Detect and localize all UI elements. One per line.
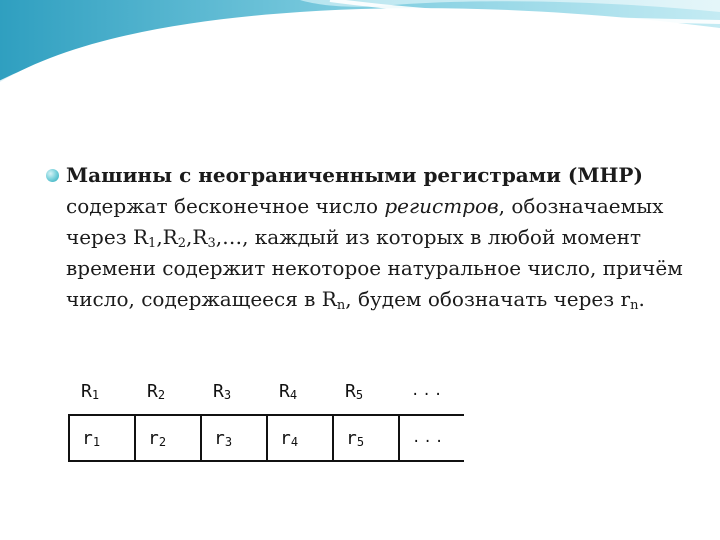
register-header-row (69, 368, 464, 415)
register-table (68, 368, 464, 462)
italic-term: регистров (384, 194, 499, 218)
register-value-cell: $r_3$ (201, 415, 267, 461)
text-part: ,R (186, 225, 208, 249)
ellipsis-cell: ... (399, 415, 464, 461)
register-header-cell: $R_5$ (345, 380, 364, 402)
text-part: , обозначаемых через R (66, 194, 664, 249)
slide-content (46, 160, 686, 335)
register-header-cell: $R_1$ (81, 380, 100, 402)
subscript: 1 (148, 236, 157, 251)
header-swoosh-decoration (0, 0, 720, 100)
register-value-cell: $r_2$ (135, 415, 201, 461)
text-part: содержат бесконечное число (66, 194, 385, 218)
register-value-cell: $r_4$ (267, 415, 333, 461)
text-part: ,R (156, 225, 178, 249)
register-value-cell: $r_5$ (333, 415, 399, 461)
subscript: n (336, 298, 346, 313)
text-part: . (638, 287, 645, 311)
register-value-row (69, 415, 464, 461)
text-part: ,…, каждый из которых в любой момент времени содержит некоторое натуральное число, причём число, содержащееся в R (66, 225, 683, 311)
text-part: , будем обозначать через r (345, 287, 631, 311)
register-value-cell: $r_1$ (69, 415, 135, 461)
ellipsis-cell: ... (411, 383, 446, 399)
register-header-cell: $R_3$ (213, 380, 232, 402)
register-header-cell: $R_2$ (147, 380, 166, 402)
subscript: n (630, 298, 639, 313)
register-header-cell: $R_4$ (279, 380, 298, 402)
subscript: 2 (177, 236, 187, 251)
bold-lead: Машины с неограниченными регистрами (МНР) (66, 163, 643, 187)
bullet-paragraph (66, 160, 686, 315)
bullet-icon (46, 169, 59, 182)
subscript: 3 (207, 236, 216, 251)
